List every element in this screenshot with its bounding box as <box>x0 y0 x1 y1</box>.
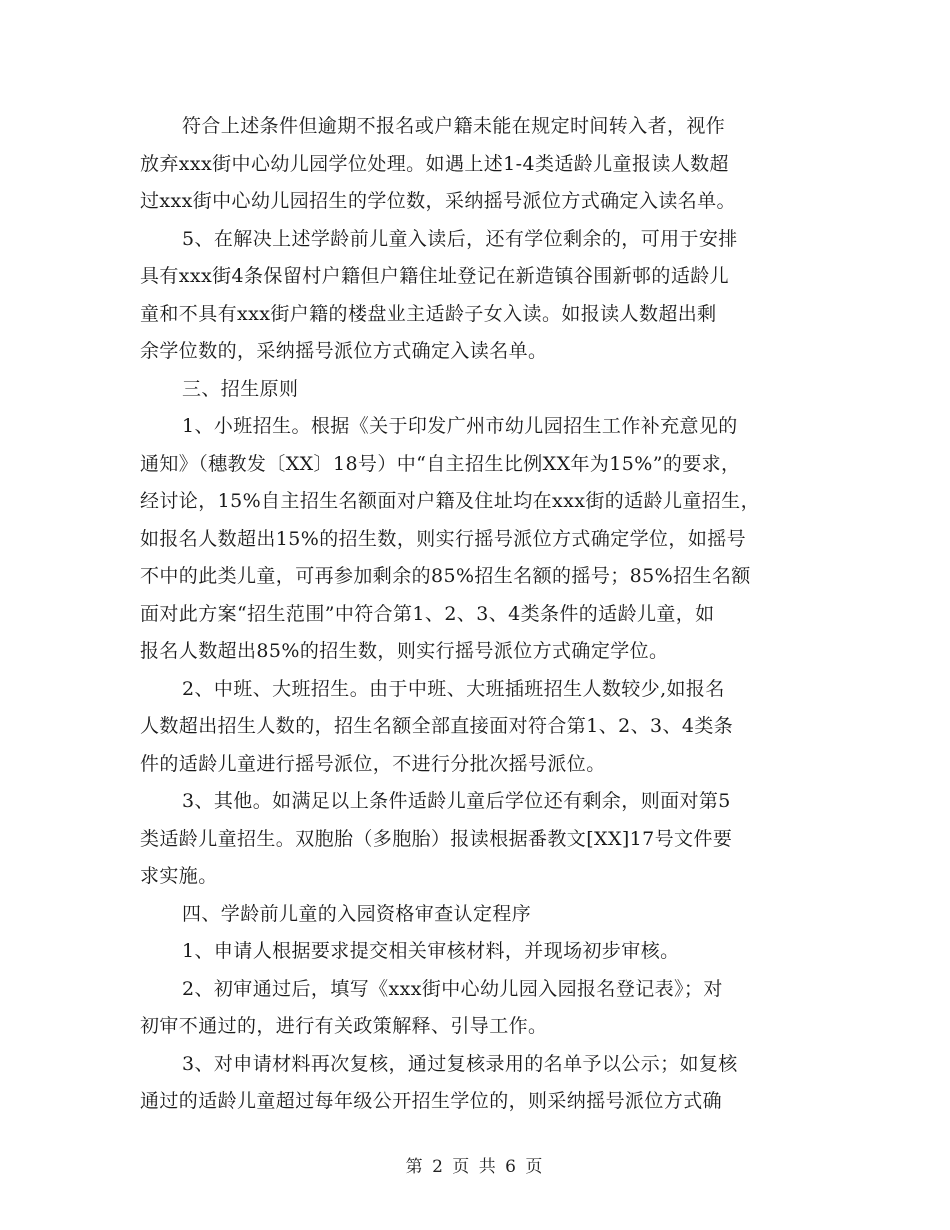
text-line: 2、中班、大班招生。由于中班、大班插班招生人数较少,如报名 <box>182 677 725 700</box>
text-line: 2、初审通过后，填写《xxx街中心幼儿园入园报名登记表》；对 <box>182 977 723 1000</box>
text-line: 过xxx街中心幼儿园招生的学位数，采纳摇号派位方式确定入读名单。 <box>140 190 736 212</box>
text-line: 人数超出招生人数的，招生名额全部直接面对符合第1、2、3、4类条 <box>140 715 734 737</box>
text-line: 1、申请人根据要求提交相关审核材料，并现场初步审核。 <box>182 940 680 962</box>
section-heading: 四、学龄前儿童的入园资格审查认定程序 <box>182 902 532 925</box>
text-line: 通知》（穗教发〔XX〕18号）中“自主招生比例XX年为15%”的要求， <box>140 452 741 475</box>
text-line: 经讨论，15%自主招生名额面对户籍及住址均在xxx街的适龄儿童招生， <box>140 490 760 512</box>
text-line: 童和不具有xxx街户籍的楼盘业主适龄子女入读。如报读人数超出剩 <box>140 302 717 325</box>
text-line: 具有xxx街4条保留村户籍但户籍住址登记在新造镇谷围新邨的适龄儿 <box>140 265 730 287</box>
text-line: 3、对申请材料再次复核，通过复核录用的名单予以公示；如复核 <box>182 1052 738 1075</box>
text-line: 报名人数超出85%的招生数，则实行摇号派位方式确定学位。 <box>140 640 669 662</box>
text-line: 求实施。 <box>140 865 218 887</box>
text-line: 3、其他。如满足以上条件适龄儿童后学位还有剩余，则面对第5 <box>182 790 731 812</box>
text-line: 余学位数的，采纳摇号派位方式确定入读名单。 <box>140 340 548 362</box>
text-line: 通过的适龄儿童超过每年级公开招生学位的，则采纳摇号派位方式确 <box>140 1090 723 1112</box>
text-line: 件的适龄儿童进行摇号派位，不进行分批次摇号派位。 <box>140 752 606 775</box>
text-line: 如报名人数超出15%的招生数，则实行摇号派位方式确定学位，如摇号 <box>140 527 747 550</box>
text-line: 放弃xxx街中心幼儿园学位处理。如遇上述1-4类适龄儿童报读人数超 <box>140 152 729 175</box>
page-number-footer: 第 2 页 共 6 页 <box>405 1157 545 1177</box>
text-line: 1、小班招生。根据《关于印发广州市幼儿园招生工作补充意见的 <box>182 415 738 437</box>
text-line: 类适龄儿童招生。双胞胎（多胞胎）报读根据番教文[XX]17号文件要 <box>140 827 733 850</box>
text-line: 不中的此类儿童，可再参加剩余的85%招生名额的摇号；85%招生名额 <box>140 565 751 587</box>
text-line: 初审不通过的，进行有关政策解释、引导工作。 <box>140 1015 548 1037</box>
text-line: 面对此方案“招生范围”中符合第1、2、3、4类条件的适龄儿童，如 <box>140 602 715 625</box>
section-heading: 三、招生原则 <box>182 377 299 400</box>
text-line: 符合上述条件但逾期不报名或户籍未能在规定时间转入者，视作 <box>182 115 726 137</box>
text-line: 5、在解决上述学龄前儿童入读后，还有学位剩余的，可用于安排 <box>182 227 738 250</box>
document-body <box>140 108 820 1121</box>
